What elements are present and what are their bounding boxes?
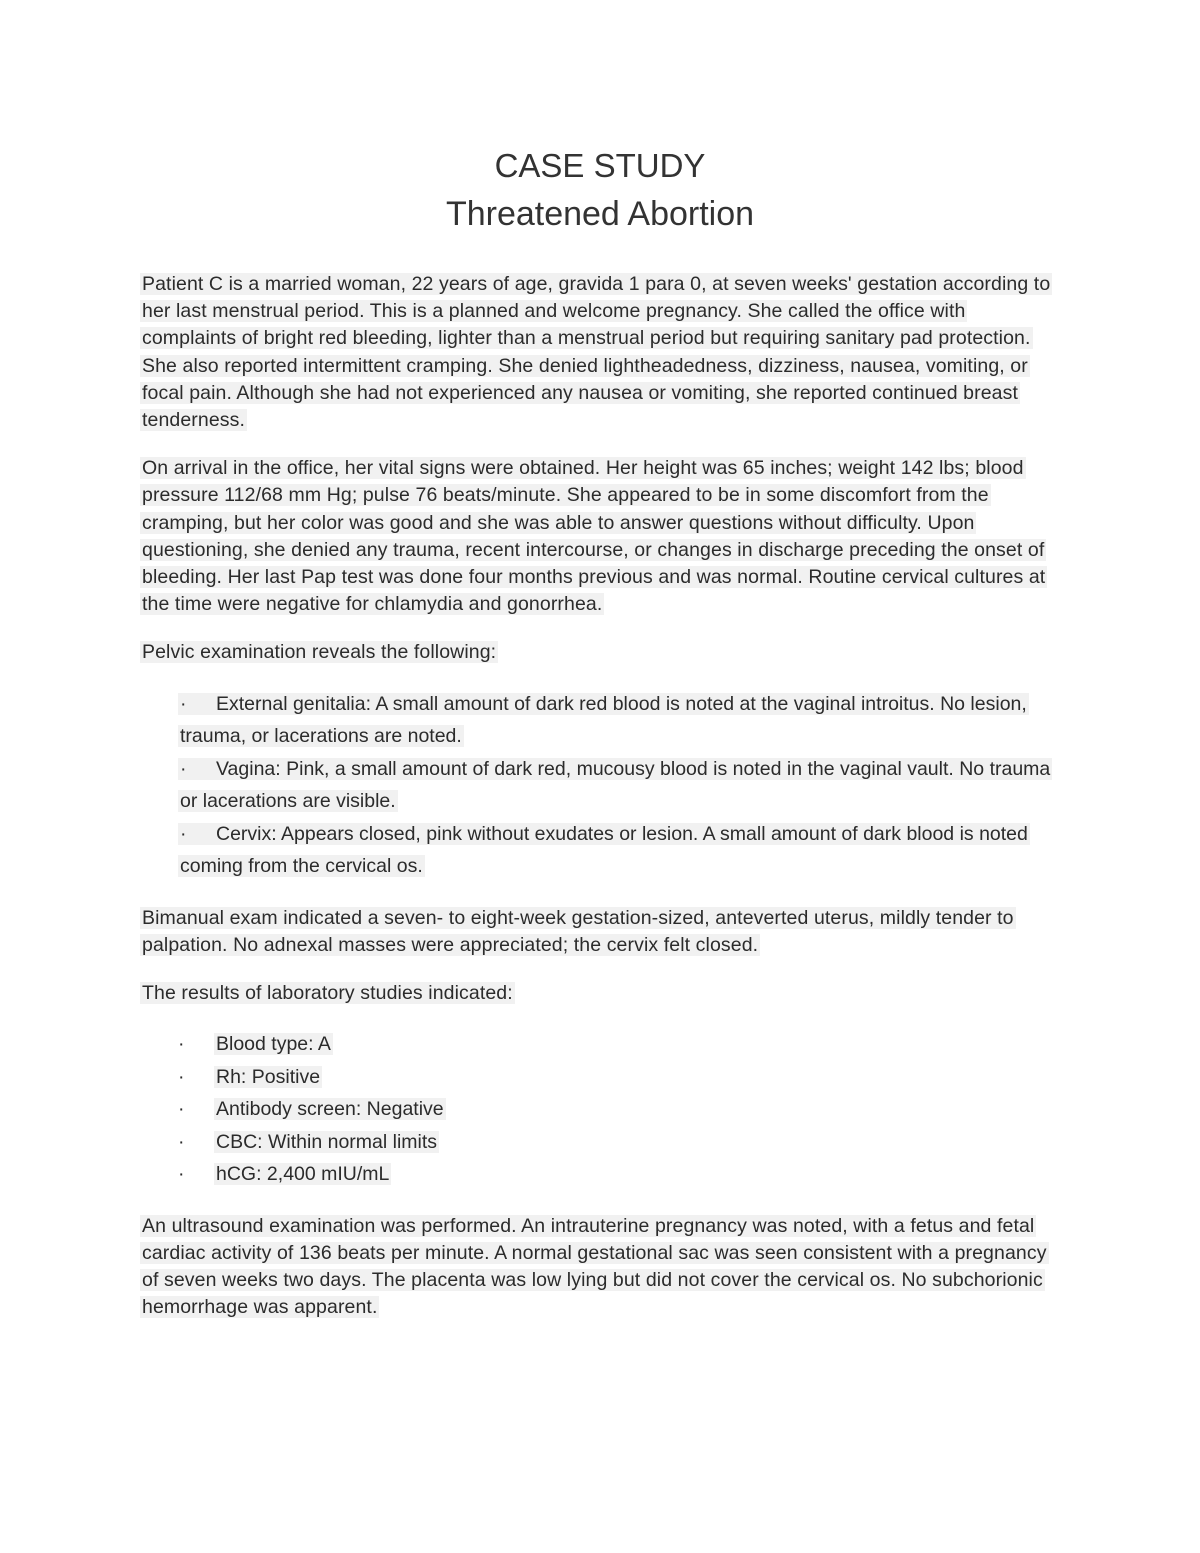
lab-result-text: Antibody screen: Negative <box>216 1098 444 1121</box>
list-item <box>178 753 1060 818</box>
arrival-paragraph <box>140 455 1060 618</box>
bullet-icon: · <box>178 1065 185 1088</box>
pelvic-finding-text: Vagina: Pink, a small amount of dark red, mucousy blood is noted in the vaginal vault. No trauma or lacerations are visible. <box>180 757 1051 813</box>
labs-intro-text: The results of laboratory studies indicated: <box>142 982 513 1005</box>
bullet-icon: · <box>178 1163 185 1186</box>
list-item <box>178 818 1060 883</box>
bimanual-text: Bimanual exam indicated a seven- to eight-week gestation-sized, anteverted uterus, mildly tender to palpation. No adnexal masses were appreciated; the cervix felt closed. <box>142 906 1014 956</box>
lab-result-text: CBC: Within normal limits <box>216 1130 438 1153</box>
bimanual-paragraph <box>140 905 1060 959</box>
lab-result-text: Blood type: A <box>216 1033 331 1056</box>
pelvic-finding-text: External genitalia: A small amount of dark red blood is noted at the vaginal introitus. No lesion, trauma, or lacerations are noted. <box>180 692 1027 748</box>
labs-intro-paragraph <box>140 980 1060 1007</box>
list-item <box>178 1093 1060 1126</box>
list-item <box>178 1158 1060 1191</box>
intro-text: Patient C is a married woman, 22 years of age, gravida 1 para 0, at seven weeks' gestation according to her last menstrual period. This is a planned and welcome pregnancy. She called the office with complaints of bright red bleeding, lighter than a menstrual period but requiring sanitary pad protection. She also reported intermittent cramping. She denied lightheadedness, dizziness, nausea, vomiting, or focal pain. Although she had not experienced any nausea or vomiting, she reported continued breast tenderness. <box>142 273 1051 432</box>
list-item <box>178 1061 1060 1094</box>
list-item <box>178 1028 1060 1061</box>
bullet-icon: · <box>180 757 187 780</box>
bullet-icon: · <box>178 1098 185 1121</box>
bullet-icon: · <box>178 1130 185 1153</box>
lab-result-text: Rh: Positive <box>216 1065 321 1088</box>
ultrasound-paragraph <box>140 1213 1060 1322</box>
list-item <box>178 688 1060 753</box>
lab-result-text: hCG: 2,400 mIU/mL <box>216 1163 390 1186</box>
intro-paragraph <box>140 271 1060 434</box>
ultrasound-text: An ultrasound examination was performed. An intrauterine pregnancy was noted, with a fetus and fetal cardiac activity of 136 beats per minute. A normal gestational sac was seen consistent with a pregnancy of seven weeks two days. The placenta was low lying but did not cover the cervical os. No subchorionic hemorrhage was apparent. <box>142 1214 1047 1319</box>
pelvic-finding-text: Cervix: Appears closed, pink without exudates or lesion. A small amount of dark blood is noted coming from the cervical os. <box>180 822 1028 878</box>
bullet-icon: · <box>178 1033 185 1056</box>
document-title: CASE STUDY <box>494 147 706 184</box>
lab-results-list <box>140 1028 1060 1191</box>
bullet-icon: · <box>180 822 187 845</box>
document-subtitle: Threatened Abortion <box>445 195 755 233</box>
arrival-text: On arrival in the office, her vital signs were obtained. Her height was 65 inches; weight 142 lbs; blood pressure 112/68 mm Hg; pulse 76 beats/minute. She appeared to be in some discomfort from the cramping, but her color was good and she was able to answer questions without difficulty. Upon questioning, she denied any trauma, recent intercourse, or changes in discharge preceding the onset of bleeding. Her last Pap test was done four months previous and was normal. Routine cervical cultures at the time were negative for chlamydia and gonorrhea. <box>142 457 1046 616</box>
pelvic-intro-text: Pelvic examination reveals the following: <box>142 641 497 664</box>
pelvic-intro-paragraph <box>140 639 1060 666</box>
bullet-icon: · <box>180 692 187 715</box>
list-item <box>178 1126 1060 1159</box>
pelvic-findings-list <box>140 688 1060 883</box>
